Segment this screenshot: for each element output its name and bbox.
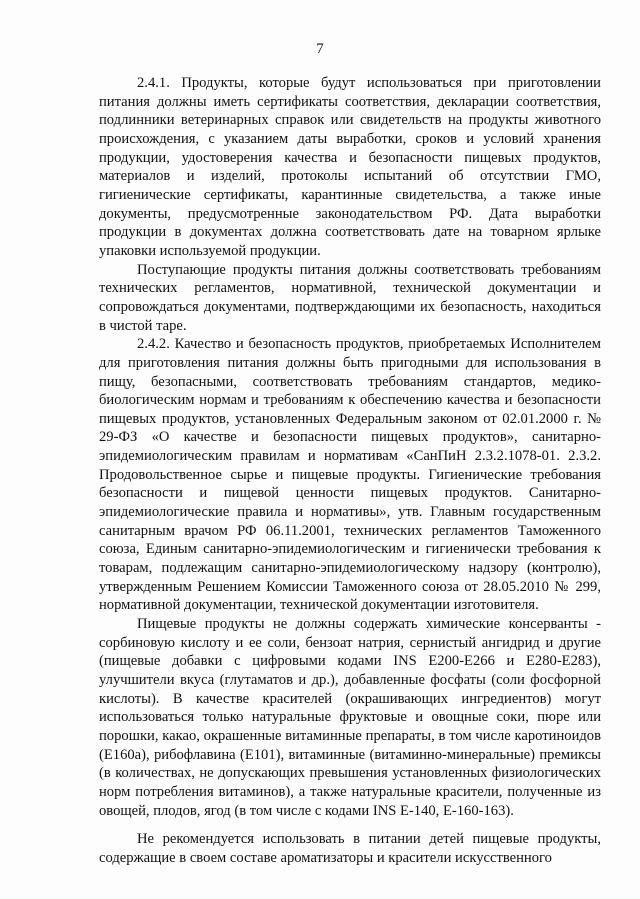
- document-body: [99, 74, 601, 868]
- paragraph-preservatives: Пищевые продукты не должны содержать химические консерванты - сорбиновую кислоту и ее соли, бензоат натрия, сернистый ангидрид и другие (пищевые добавки с цифровыми кодами INS Е200-Е266 и Е280-Е283), улучшители вкуса (глутаматов и др.), добавленные фосфаты (соли фосфорной кислоты). В качестве красителей (окрашивающих ингредиентов) могут использоваться только натуральные фруктовые и овощные соки, пюре или порошки, какао, окрашенные витаминные препараты, в том числе каротиноидов (Е160а), рибофлавина (Е101), витаминные (витаминно-минеральные) премиксы (в количествах, не допускающих превышения установленных физиологических норм потребления витаминов), а также натуральные красители, полученные из овощей, плодов, ягод (в том числе с кодами INS Е-140, Е-160-163).: [99, 616, 601, 819]
- paragraph-2-4-1: 2.4.1. Продукты, которые будут использоваться при приготовлении питания должны иметь сертификаты соответствия, декларации соответствия, подлинники ветеринарных справок или свидетельств на продукты животного происхождения, с указанием даты выработки, сроков и условий хранения продукции, удостоверения качества и безопасности пищевых продуктов, материалов и изделий, протоколы испытаний об отсутствии ГМО, гигиенические сертификаты, карантинные свидетельства, а также иные документы, предусмотренные законодательством РФ. Дата выработки продукции в документах должна соответствовать дате на товарном ярлыке упаковки используемой продукции.: [99, 75, 601, 259]
- paragraph-incoming-products: Поступающие продукты питания должны соответствовать требованиям технических регламентов, нормативной, технической документации и сопровождаться документами, подтверждающими их безопасность, находиться в чистой таре.: [99, 261, 601, 334]
- paragraph-not-recommended: Не рекомендуется использовать в питании детей пищевые продукты, содержащие в своем составе ароматизаторы и красители искусственного: [99, 831, 601, 866]
- paragraph-2-4-2: 2.4.2. Качество и безопасность продуктов, приобретаемых Исполнителем для приготовления питания должны быть пригодными для использования в пищу, безопасными, соответствовать требованиям стандартов, медико-биологическим нормам и требованиям к обеспечению качества и безопасности пищевых продуктов, установленных Федеральным законом от 02.01.2000 г. № 29-ФЗ «О качестве и безопасности пищевых продуктов», санитарно-эпидемиологическим правилам и нормативам «СанПиН 2.3.2.1078-01. 2.3.2. Продовольственное сырье и пищевые продукты. Гигиенические требования безопасности и пищевой ценности пищевых продуктов. Санитарно-эпидемиологические правила и нормативы», утв. Главным государственным санитарным врачом РФ 06.11.2001, технических регламентов Таможенного союза, Единым санитарно-эпидемиологическим и гигиенически требования к товарам, подлежащим санитарно-эпидемиологическому надзору (контролю), утвержденным Решением Комиссии Таможенного союза от 28.05.2010 № 299, нормативной документации, технической документации изготовителя.: [99, 336, 601, 614]
- paragraph-gap: [99, 820, 601, 830]
- page-number: 7: [316, 41, 324, 57]
